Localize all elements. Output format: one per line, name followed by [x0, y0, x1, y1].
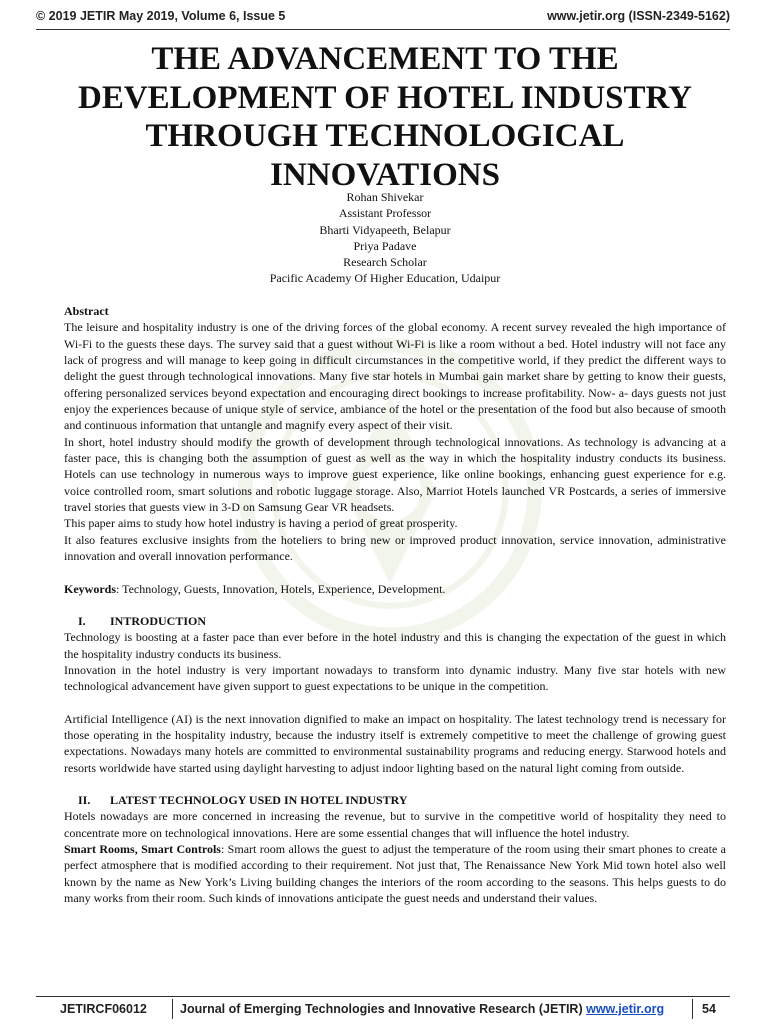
abstract-paragraph: The leisure and hospitality industry is one of the driving forces of the global economy. A recent survey revealed the high importance of Wi-Fi to the guests these days. The survey said that a guest without Wi-Fi is like a room without a bed. Hotel industry will not face any lack of progress and will manage to keep going in difficult circumstances in the competitive world, if they predict the different ways to delight the guest through technological innovations. Many five star hotels in Mumbai gain market share by getting to know their guests, offering personalized services beyond expectation and encouraging direct bookings to increase profitability. Now- a- days guests not just enjoy the experiences because of unique style of service, ambiance of the hotel or the presentation of the food but also because of smooth and continuous information that untangle and magnify every aspect of their visit.	[64, 320, 726, 433]
section-number: I.	[78, 613, 86, 628]
footer-separator	[692, 999, 693, 1019]
author-name: Priya Padave	[353, 238, 417, 253]
author-affiliation: Bharti Vidyapeeth, Belapur	[319, 222, 451, 237]
paper-title: THE ADVANCEMENT TO THE DEVELOPMENT OF HOTEL INDUSTRY THROUGH TECHNOLOGICAL INNOVATIONS	[77, 41, 693, 193]
journal-url-link[interactable]: www.jetir.org	[586, 1002, 665, 1016]
abstract-paragraph: In short, hotel industry should modify the growth of development through technological innovations. As technology is advancing at a faster pace, this is changing both the assumption of guest as well as the way in which the hospitality industry conducts its business. Hotels can use technology in numerous ways to improve guest experience, like online bookings, enhancing guest experience for e.g. voice controlled room, smart solutions and robotic luggage storage. Also, Marriot Hotels launched VR Postcards, a series of immersive travel stories that guests view in 3-D on Samsung Gear VR headsets.	[64, 434, 726, 515]
keywords-line	[64, 581, 726, 597]
author-affiliation: Pacific Academy Of Higher Education, Udaipur	[269, 271, 501, 286]
paper-id: JETIRCF06012	[60, 1002, 147, 1016]
section2-intro-paragraph: Hotels nowadays are more concerned in increasing the revenue, but to survive in the competitive world of hospitality they need to concentrate more on technological innovations. Here are some essential changes that will influence the hotel industry.	[64, 809, 726, 840]
author-designation: Research Scholar	[343, 255, 427, 270]
section-heading-introduction	[64, 613, 726, 629]
running-header	[36, 9, 730, 27]
section-title: INTRODUCTION	[110, 613, 207, 628]
smart-rooms-text: : Smart room allows the guest to adjust the temperature of the room using their smart phones to create a perfect atmosphere that is modified according to their requirement. Not just that, The Renaissance New York Mid town hotel also well known by the name as New York’s Living building changes the interiors of the room according to the seasons. This helps guests to do many works from their room. Such kinds of innovations anticipate the guest needs and understand their values.	[64, 841, 726, 905]
abstract-heading: Abstract	[64, 304, 109, 318]
smart-rooms-label: Smart Rooms, Smart Controls	[64, 841, 221, 856]
footer-divider	[36, 996, 730, 997]
ai-paragraph: Artificial Intelligence (AI) is the next innovation dignified to make an impact on hospitality. The latest technology trend is necessary for those operating in the hospitality industry, because the industry itself is extremely competitive to meet the challenge of growing guest expectations. Nowadays many hotels are committed to environmental sustainability programs and reducing energy. Starwood hotels and resorts worldwide have started using daylight harvesting to adjust indoor lighting based on the natural light coming from outside.	[64, 711, 726, 775]
page-number: 54	[702, 1002, 716, 1016]
author-name: Rohan Shivekar	[346, 190, 424, 204]
keywords-label: Keywords	[64, 581, 116, 596]
intro-paragraph: Innovation in the hotel industry is very important nowadays to transform into dynamic industry. Many five star hotels with new technological advancement have given support to guest expectations to be unique in the competition.	[64, 662, 726, 694]
intro-paragraph: Technology is boosting at a faster pace than ever before in the hotel industry and this is changing the expectation of the guest in which the hospitality industry conducts its business.	[64, 630, 726, 661]
smart-rooms-paragraph	[64, 841, 726, 906]
section-title: LATEST TECHNOLOGY USED IN HOTEL INDUSTRY	[110, 792, 408, 807]
section-number: II.	[78, 792, 91, 807]
abstract-paragraph: This paper aims to study how hotel industry is having a period of great prosperity.	[64, 516, 458, 531]
running-footer	[60, 1002, 720, 1020]
author-designation: Assistant Professor	[338, 206, 432, 221]
header-divider	[36, 29, 730, 30]
footer-separator	[172, 999, 173, 1019]
keywords-text: : Technology, Guests, Innovation, Hotels, Experience, Development.	[116, 581, 446, 596]
section-heading-latest-technology	[64, 792, 726, 808]
paper-body	[64, 303, 726, 906]
author-block	[60, 189, 710, 287]
abstract-paragraph: It also features exclusive insights from the hoteliers to bring new or improved product innovation, service innovation, administrative innovation and overall innovation performance.	[64, 532, 726, 564]
journal-issue-info: © 2019 JETIR May 2019, Volume 6, Issue 5	[36, 9, 286, 23]
journal-name	[180, 1002, 664, 1016]
journal-website-issn: www.jetir.org (ISSN-2349-5162)	[547, 9, 730, 23]
journal-title: Journal of Emerging Technologies and Innovative Research (JETIR)	[180, 1002, 587, 1016]
